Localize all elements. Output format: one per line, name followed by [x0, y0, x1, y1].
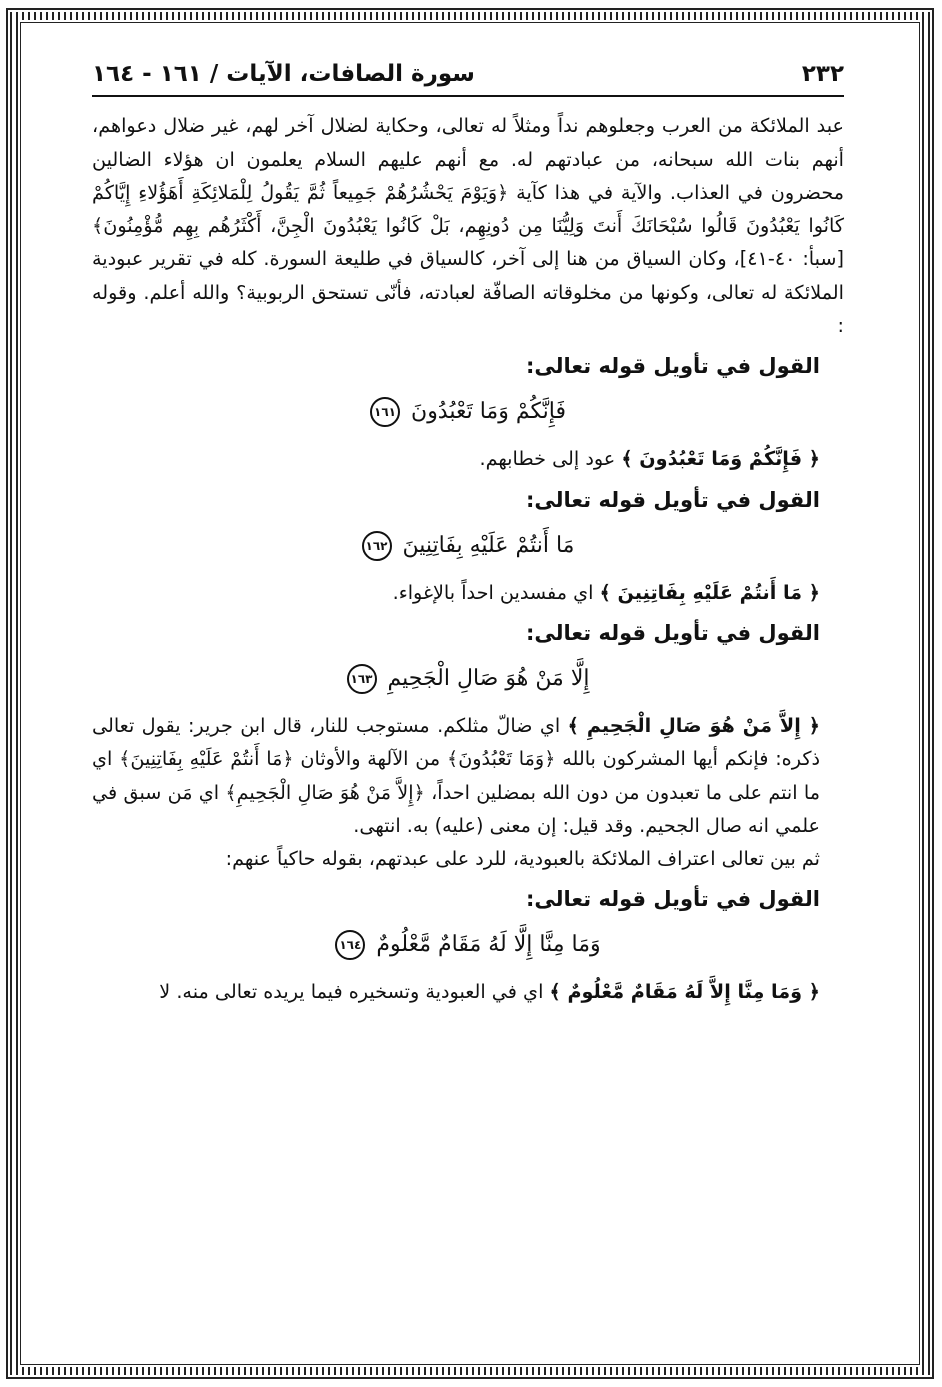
verse-text: فَإِنَّكُمْ وَمَا تَعْبُدُونَ [411, 399, 566, 425]
ayah-number-marker: ١٦٢ [362, 531, 392, 561]
verse-text: إِلَّا مَنْ هُوَ صَالِ الْجَحِيمِ [387, 665, 590, 691]
commentary [92, 442, 844, 475]
quran-verse [92, 653, 844, 709]
commentary-quote: ﴿ وَمَا مِنَّا إِلاَّ لَهُ مَقَامٌ مَّعْلُومٌ ﴾ [549, 980, 820, 1004]
commentary-text: اي في العبودية وتسخيره فيما يريده تعالى منه. لا [159, 980, 550, 1004]
section-heading: القول في تأويل قوله تعالى: [526, 487, 820, 512]
running-header [92, 62, 844, 97]
section-164 [92, 881, 844, 1008]
commentary [92, 576, 844, 609]
commentary-quote: ﴿ فَإِنَّكُمْ وَمَا تَعْبُدُونَ ﴾ [621, 447, 820, 471]
commentary-text: اي مفسدين احداً بالإغواء. [392, 580, 600, 604]
intro-paragraph: عبد الملائكة من العرب وجعلوهم نداً ومثلاً له تعالى، وحكاية لضلال آخر لهم، غير ضلال دعواهم، أنهم بنات الله سبحانه، من عبادتهم له. مع أنهم عليهم السلام يعلمون ان هؤلاء الضالين محضرون في العذاب. والآية في هذا كآية ﴿وَيَوْمَ يَحْشُرُهُمْ جَمِيعاً ثُمَّ يَقُولُ لِلْمَلائِكَةِ أَهَؤُلاءِ إِيَّاكُمْ كَانُوا يَعْبُدُونَ قَالُوا سُبْحَانَكَ أَنتَ وَلِيُّنَا مِن دُونِهِم، بَلْ كَانُوا يَعْبُدُونَ الْجِنَّ، أَكْثَرُهُم بِهِم مُّؤْمِنُونَ﴾ [سبأ: ٤٠-٤١]، وكان السياق من هنا إلى آخر، كالسياق في طليعة السورة. كله في تقرير عبودية الملائكة له تعالى، وكونها من مخلوقاته الصافّة لعبادته، فأنّى تستحق الربوبية؟ والله أعلم. وقوله : [92, 114, 845, 338]
ayah-number-marker: ١٦٤ [335, 930, 365, 960]
verse-text: مَا أَنتُمْ عَلَيْهِ بِفَاتِنِينَ [402, 532, 575, 558]
commentary [92, 975, 844, 1008]
commentary-quote: ﴿ مَا أَنتُمْ عَلَيْهِ بِفَاتِنِينَ ﴾ [599, 580, 820, 604]
section-heading: القول في تأويل قوله تعالى: [526, 887, 820, 912]
ayah-number-marker: ١٦١ [370, 397, 400, 427]
section-162 [92, 482, 844, 609]
page-number: ٢٣٢ [801, 61, 844, 87]
section-heading: القول في تأويل قوله تعالى: [526, 354, 820, 379]
page-content [92, 62, 844, 1009]
commentary-quote: ﴿ إِلاَّ مَنْ هُوَ صَالِ الْجَحِيمِ ﴾ [567, 713, 821, 737]
commentary [92, 709, 844, 842]
section-heading: القول في تأويل قوله تعالى: [526, 620, 820, 645]
quran-verse [92, 919, 844, 975]
quran-verse [92, 520, 844, 576]
section-163 [92, 615, 844, 875]
verse-text: وَمَا مِنَّا إِلَّا لَهُ مَقَامٌ مَّعْلُومٌ [376, 932, 601, 958]
section-161 [92, 348, 844, 475]
commentary-text: عود إلى خطابهم. [479, 447, 622, 471]
ayah-number-marker: ١٦٣ [347, 664, 377, 694]
running-title: سورة الصافات، الآيات / ١٦١ - ١٦٤ [92, 61, 475, 87]
commentary-text: اي ضالّ مثلكم. مستوجب للنار، قال ابن جرير: يقول تعالى ذكره: فإنكم أيها المشركون بالله ﴿وَمَا تَعْبُدُونَ﴾ من الآلهة والأوثان ﴿مَا أَنتُمْ عَلَيْهِ بِفَاتِنِينَ﴾ اي ما انتم على ما تعبدون من دون الله بمضلين احداً، ﴿إِلاَّ مَنْ هُوَ صَالِ الْجَحِيمِ﴾ اي مَن سبق في علمي انه صال الجحيم. وقد قيل: إن معنى (عليه) به. انتهى. [92, 713, 820, 837]
transition-paragraph: ثم بين تعالى اعتراف الملائكة بالعبودية، للرد على عبدتهم، بقوله حاكياً عنهم: [225, 847, 820, 871]
quran-verse [92, 386, 844, 442]
